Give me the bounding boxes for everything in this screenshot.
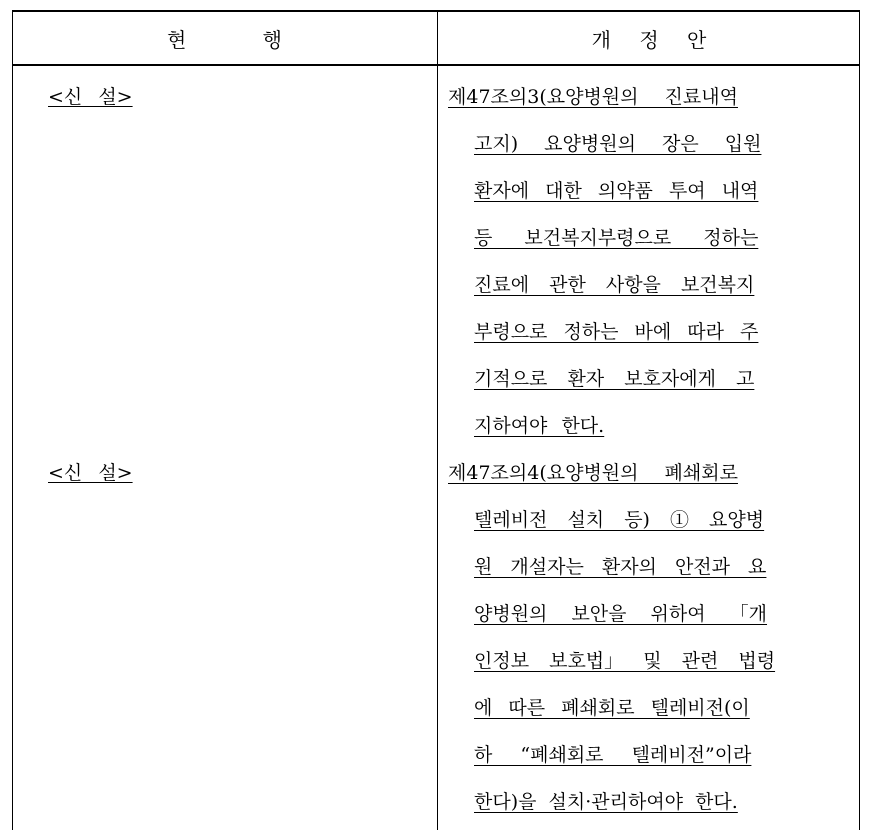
article-47-3-line: 부령으로 정하는 바에 따라 주 [474, 321, 759, 343]
header-current-label: 현 행 [167, 28, 282, 52]
table-top-border [12, 10, 860, 12]
header-bottom-border [12, 64, 860, 66]
article-47-4-line: 텔레비전 설치 등) ① 요양병 [474, 509, 765, 531]
article-47-3-line: 기적으로 환자 보호자에게 고 [474, 368, 755, 390]
article-47-3-line: 환자에 대한 의약품 투여 내역 [474, 180, 759, 202]
current-new-clause-1: <신 설> [48, 86, 133, 108]
header-current [12, 24, 437, 53]
article-47-4-line: 한다)을 설치·관리하여야 한다. [474, 791, 738, 813]
table-left-border [12, 10, 13, 830]
article-47-3-line: 제47조의3(요양병원의 진료내역 [448, 86, 738, 108]
current-new-clause-2: <신 설> [48, 462, 133, 484]
article-47-3-line: 지하여야 한다. [474, 415, 605, 437]
article-47-3-line: 등 보건복지부령으로 정하는 [474, 227, 759, 249]
article-47-4-line: 양병원의 보안을 위하여 「개 [474, 603, 768, 625]
article-47-4-line: 에 따른 폐쇄회로 텔레비전(이 [474, 697, 750, 719]
article-47-3-line: 진료에 관한 사항을 보건복지 [474, 274, 755, 296]
article-47-4-line: 제47조의4(요양병원의 폐쇄회로 [448, 462, 738, 484]
article-47-4-line: 하 “폐쇄회로 텔레비전”이라 [474, 744, 752, 766]
article-47-3-line: 고지) 요양병원의 장은 입원 [474, 133, 762, 155]
column-divider [437, 10, 438, 830]
header-proposed [438, 24, 860, 53]
header-proposed-label: 개 정 안 [591, 28, 707, 52]
article-47-4-line: 원 개설자는 환자의 안전과 요 [474, 556, 767, 578]
table-right-border [859, 10, 860, 830]
article-47-4-line: 인정보 보호법」 및 관련 법령 [474, 650, 776, 672]
comparison-table [12, 10, 860, 830]
